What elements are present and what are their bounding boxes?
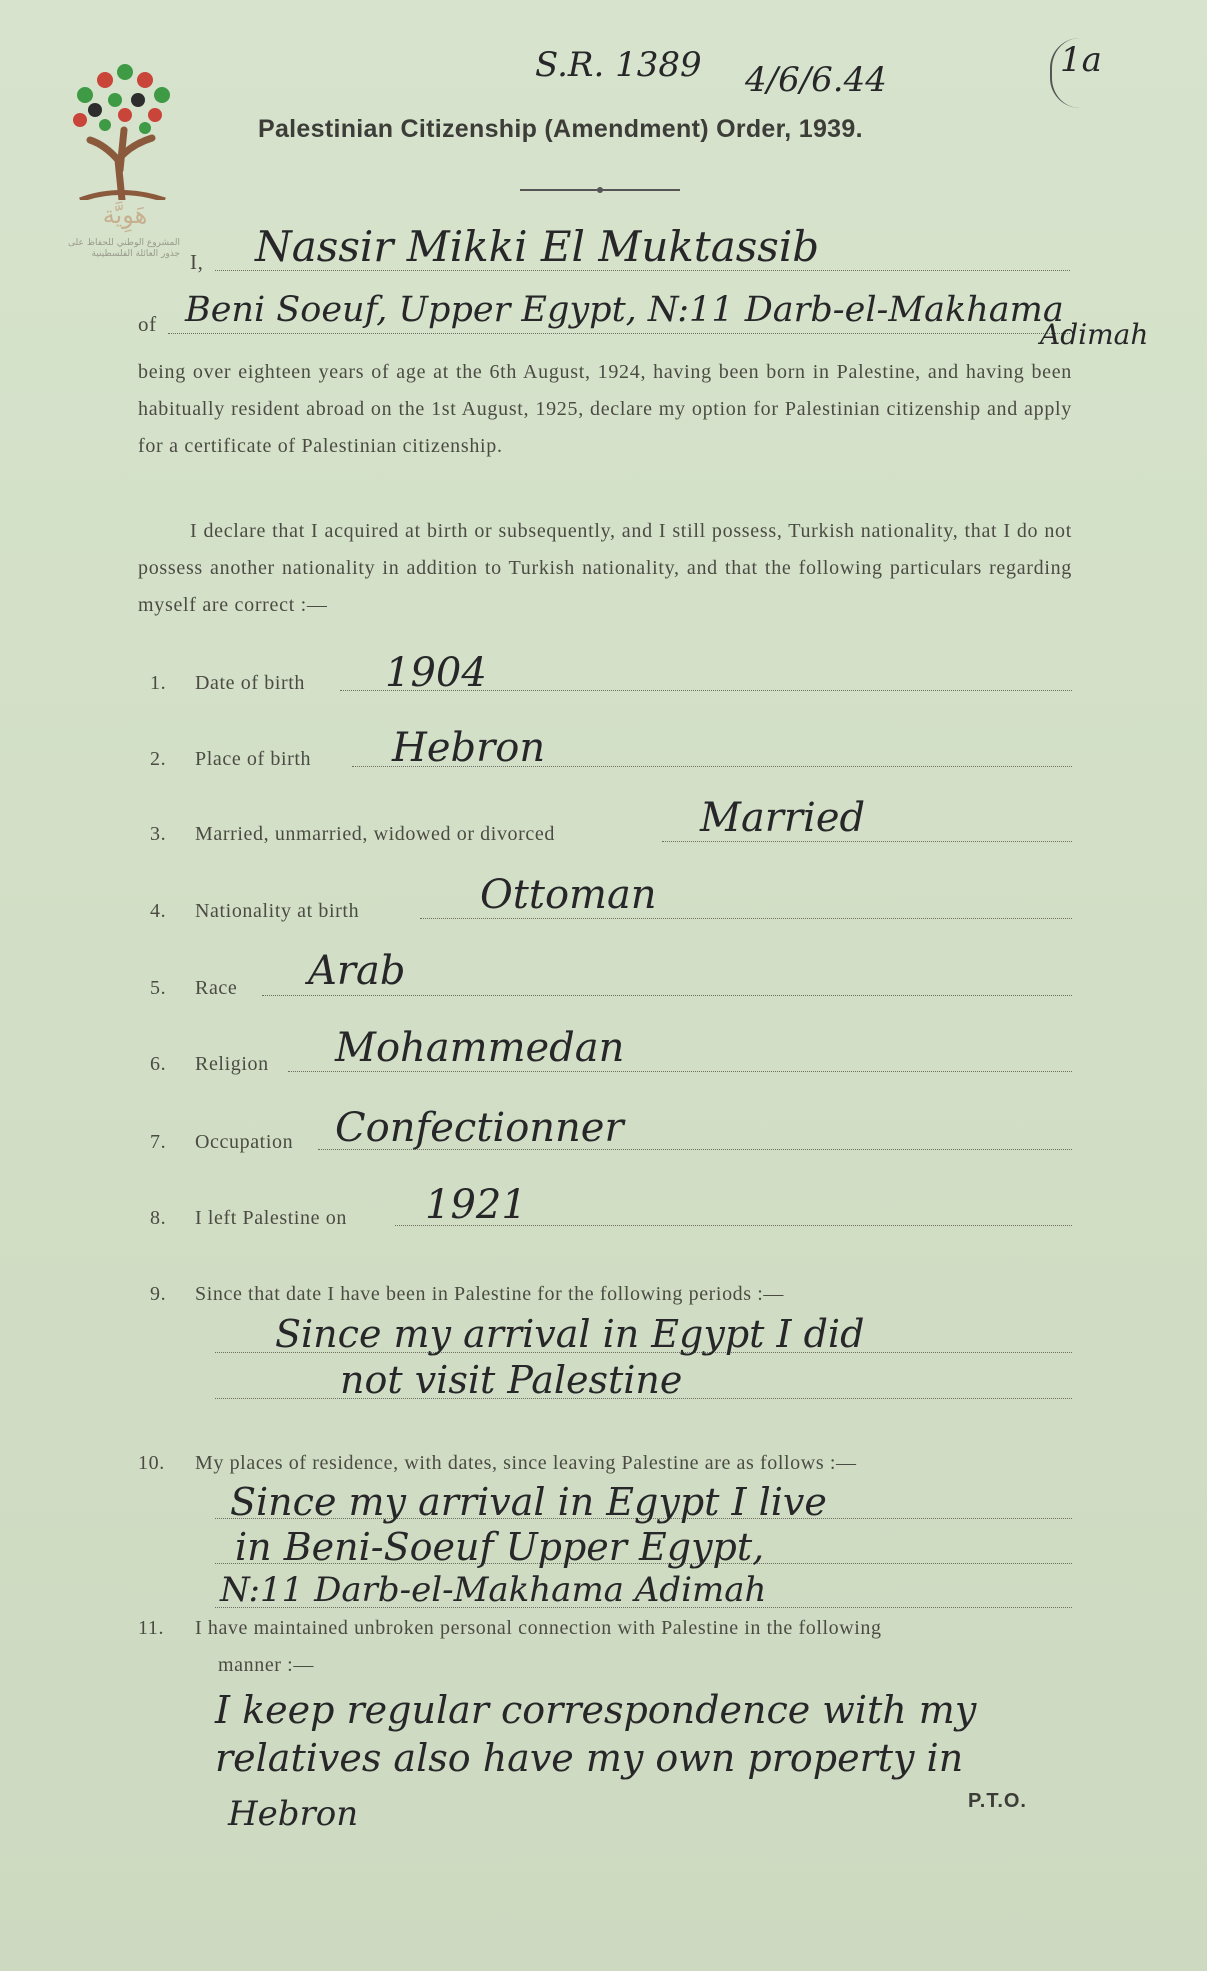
item-5-value: Arab bbox=[308, 948, 406, 994]
item-4-line bbox=[420, 918, 1072, 919]
logo-arabic-name: هَوِيَّة bbox=[102, 201, 148, 229]
item-3-line bbox=[662, 841, 1072, 842]
item-10-answer-line-3: N:11 Darb-el-Makhama Adimah bbox=[220, 1570, 767, 1610]
item-6-line bbox=[288, 1071, 1072, 1072]
declaration-paragraph-2: I declare that I acquired at birth or subsequently, and I still possess, Turkish nationality, that I do not possess another nationality in addition to Turkish nationality, and that the following particulars regarding myself are correct :— bbox=[138, 520, 1072, 616]
item-3-label bbox=[150, 823, 555, 846]
item-9-number: 9. bbox=[150, 1283, 167, 1305]
i-label: I, bbox=[190, 250, 204, 274]
item-3-number: 3. bbox=[150, 823, 167, 845]
item-7-number: 7. bbox=[150, 1131, 167, 1153]
item-2-text: Place of birth bbox=[195, 748, 312, 770]
item-10-answer-line-1: Since my arrival in Egypt I live bbox=[230, 1480, 827, 1524]
applicant-address: Beni Soeuf, Upper Egypt, N:11 Darb-el-Makhama bbox=[185, 290, 1064, 330]
pto-marker: P.T.O. bbox=[968, 1790, 1027, 1812]
item-1-number: 1. bbox=[150, 672, 167, 694]
initial-date-note: 4/6/6.44 bbox=[745, 60, 887, 100]
item-9-text: Since that date I have been in Palestine for the following periods :— bbox=[195, 1283, 785, 1305]
family-tree-logo-icon bbox=[60, 50, 190, 200]
declaration-paragraph-1: being over eighteen years of age at the 6th August, 1924, having been born in Palestine, and having been habitually resident abroad on the 1st August, 1925, declare my option for Palestinian citizenship and apply for a certificate of Palestinian citizenship. bbox=[138, 361, 1072, 457]
form-title: Palestinian Citizenship (Amendment) Order, 1939. bbox=[258, 115, 863, 143]
item-3-text: Married, unmarried, widowed or divorced bbox=[195, 823, 555, 845]
logo-caption-line1: المشروع الوطني للحفاظ على bbox=[67, 238, 180, 248]
item-5-label bbox=[150, 977, 237, 1000]
of-label: of bbox=[138, 312, 157, 336]
item-6-text: Religion bbox=[195, 1053, 269, 1075]
item-6-value: Mohammedan bbox=[335, 1025, 625, 1071]
item-1-value: 1904 bbox=[385, 650, 487, 696]
item-10-label bbox=[138, 1452, 857, 1475]
logo-caption-line2: جذور العائلة الفلسطينية bbox=[91, 249, 180, 259]
item-8-label bbox=[150, 1207, 347, 1230]
item-3-value: Married bbox=[700, 795, 866, 841]
item-8-number: 8. bbox=[150, 1207, 167, 1229]
item-10-number: 10. bbox=[138, 1452, 165, 1474]
logo-caption bbox=[50, 238, 180, 260]
logo bbox=[60, 50, 190, 265]
title-ornament bbox=[520, 183, 680, 197]
item-7-value: Confectionner bbox=[335, 1105, 624, 1151]
item-6-label bbox=[150, 1053, 269, 1076]
item-9-answer-line-1: Since my arrival in Egypt I did bbox=[275, 1312, 865, 1356]
item-8-text: I left Palestine on bbox=[195, 1207, 347, 1229]
item-9-answer-line-2: not visit Palestine bbox=[340, 1358, 683, 1402]
item-7-label bbox=[150, 1131, 293, 1154]
item-2-label bbox=[150, 748, 311, 771]
item-10-answer-line-2: in Beni-Soeuf Upper Egypt, bbox=[235, 1525, 765, 1569]
item-5-text: Race bbox=[195, 977, 238, 999]
item-11-answer-line-2: relatives also have my own property in bbox=[215, 1736, 964, 1780]
item-11-text: I have maintained unbroken personal connection with Palestine in the following bbox=[195, 1617, 882, 1639]
applicant-name: Nassir Mikki El Muktassib bbox=[255, 222, 820, 271]
item-11-label-continued: manner :— bbox=[218, 1654, 314, 1676]
applicant-address-addition: Adimah bbox=[1040, 318, 1149, 351]
item-1-text: Date of birth bbox=[195, 672, 305, 694]
item-2-value: Hebron bbox=[392, 725, 546, 771]
reference-note: S.R. 1389 bbox=[535, 45, 702, 85]
item-7-text: Occupation bbox=[195, 1131, 294, 1153]
item-11-answer-line-1: I keep regular correspondence with my bbox=[215, 1688, 977, 1732]
item-6-number: 6. bbox=[150, 1053, 167, 1075]
item-2-number: 2. bbox=[150, 748, 167, 770]
address-line bbox=[168, 333, 1070, 334]
item-4-label bbox=[150, 900, 359, 923]
item-5-number: 5. bbox=[150, 977, 167, 999]
page-mark-bracket bbox=[1050, 38, 1080, 108]
item-11-number: 11. bbox=[138, 1617, 165, 1639]
item-5-line bbox=[262, 995, 1072, 996]
page-mark: 1a bbox=[1060, 40, 1102, 80]
item-11-label bbox=[138, 1617, 882, 1640]
item-10-text: My places of residence, with dates, since leaving Palestine are as follows :— bbox=[195, 1452, 857, 1474]
item-4-text: Nationality at birth bbox=[195, 900, 360, 922]
item-8-value: 1921 bbox=[425, 1182, 527, 1228]
item-9-label bbox=[150, 1283, 784, 1306]
item-1-label bbox=[150, 672, 305, 695]
item-4-number: 4. bbox=[150, 900, 167, 922]
item-4-value: Ottoman bbox=[480, 872, 657, 918]
item-11-answer-line-3: Hebron bbox=[228, 1794, 359, 1834]
